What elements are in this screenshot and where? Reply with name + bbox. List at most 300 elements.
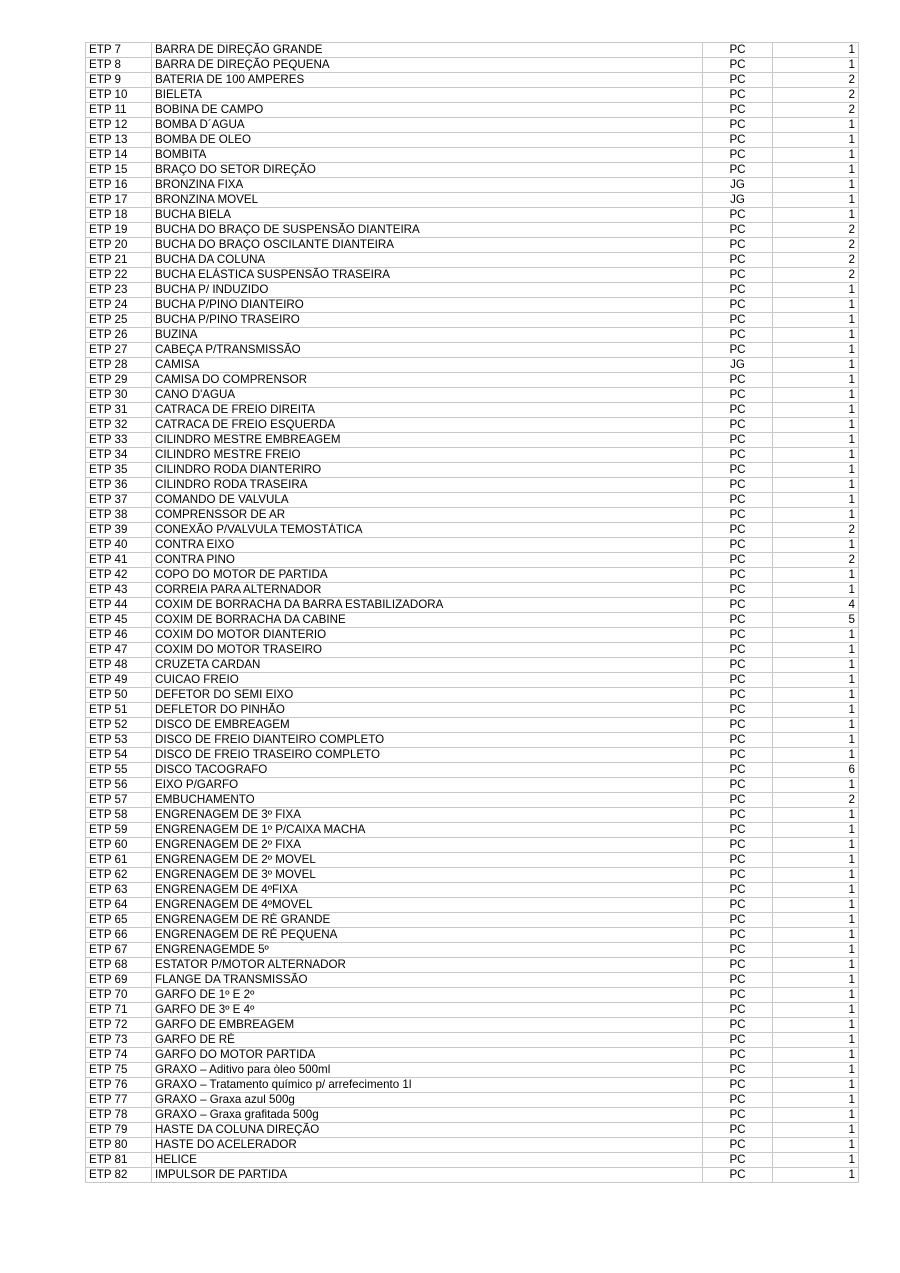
item-unit-cell: PC	[703, 478, 773, 493]
item-description-cell: BUCHA ELÁSTICA SUSPENSÃO TRASEIRA	[152, 268, 703, 283]
item-code-cell: ETP 60	[86, 838, 152, 853]
table-row	[86, 823, 859, 838]
table-row	[86, 463, 859, 478]
item-description-cell: BUCHA DA COLUNA	[152, 253, 703, 268]
parts-table	[85, 42, 859, 1183]
item-description-cell: BUZINA	[152, 328, 703, 343]
item-quantity-cell: 1	[773, 628, 859, 643]
item-quantity-cell: 1	[773, 1123, 859, 1138]
item-unit-cell: PC	[703, 958, 773, 973]
item-description-cell: ENGRENAGEM DE 4ºMOVEL	[152, 898, 703, 913]
item-code-cell: ETP 12	[86, 118, 152, 133]
item-quantity-cell: 1	[773, 163, 859, 178]
item-unit-cell: PC	[703, 598, 773, 613]
table-row	[86, 478, 859, 493]
item-description-cell: HELICE	[152, 1153, 703, 1168]
item-quantity-cell: 1	[773, 1048, 859, 1063]
item-code-cell: ETP 71	[86, 1003, 152, 1018]
item-description-cell: GARFO DE RÉ	[152, 1033, 703, 1048]
item-description-cell: ENGRENAGEM DE 2º FIXA	[152, 838, 703, 853]
table-row	[86, 598, 859, 613]
item-code-cell: ETP 74	[86, 1048, 152, 1063]
item-code-cell: ETP 56	[86, 778, 152, 793]
item-unit-cell: PC	[703, 313, 773, 328]
table-row	[86, 1168, 859, 1183]
item-quantity-cell: 2	[773, 73, 859, 88]
item-quantity-cell: 1	[773, 208, 859, 223]
table-row	[86, 673, 859, 688]
item-quantity-cell: 1	[773, 418, 859, 433]
item-description-cell: CONTRA PINO	[152, 553, 703, 568]
item-description-cell: GRAXO – Aditivo para òleo 500ml	[152, 1063, 703, 1078]
table-row	[86, 958, 859, 973]
item-code-cell: ETP 36	[86, 478, 152, 493]
item-quantity-cell: 1	[773, 463, 859, 478]
item-quantity-cell: 1	[773, 703, 859, 718]
item-description-cell: CAMISA	[152, 358, 703, 373]
item-description-cell: COXIM DE BORRACHA DA BARRA ESTABILIZADORA	[152, 598, 703, 613]
item-code-cell: ETP 65	[86, 913, 152, 928]
item-description-cell: BRONZINA FIXA	[152, 178, 703, 193]
item-unit-cell: PC	[703, 73, 773, 88]
table-row	[86, 778, 859, 793]
item-code-cell: ETP 38	[86, 508, 152, 523]
table-row	[86, 283, 859, 298]
item-code-cell: ETP 23	[86, 283, 152, 298]
item-quantity-cell: 1	[773, 688, 859, 703]
table-row	[86, 73, 859, 88]
item-code-cell: ETP 15	[86, 163, 152, 178]
item-description-cell: COMANDO DE VALVULA	[152, 493, 703, 508]
item-unit-cell: PC	[703, 868, 773, 883]
item-unit-cell: PC	[703, 793, 773, 808]
item-unit-cell: PC	[703, 433, 773, 448]
item-description-cell: CILINDRO MESTRE FREIO	[152, 448, 703, 463]
item-code-cell: ETP 81	[86, 1153, 152, 1168]
item-unit-cell: PC	[703, 628, 773, 643]
item-code-cell: ETP 20	[86, 238, 152, 253]
table-row	[86, 148, 859, 163]
item-description-cell: GRAXO – Tratamento químico p/ arrefecimento 1l	[152, 1078, 703, 1093]
item-unit-cell: PC	[703, 328, 773, 343]
table-row	[86, 928, 859, 943]
item-code-cell: ETP 8	[86, 58, 152, 73]
item-quantity-cell: 1	[773, 988, 859, 1003]
item-unit-cell: PC	[703, 988, 773, 1003]
item-description-cell: BUCHA DO BRAÇO OSCILANTE DIANTEIRA	[152, 238, 703, 253]
item-description-cell: DEFETOR DO SEMI EIXO	[152, 688, 703, 703]
table-row	[86, 448, 859, 463]
item-code-cell: ETP 25	[86, 313, 152, 328]
table-row	[86, 613, 859, 628]
item-code-cell: ETP 34	[86, 448, 152, 463]
item-quantity-cell: 1	[773, 958, 859, 973]
item-code-cell: ETP 40	[86, 538, 152, 553]
table-row	[86, 1033, 859, 1048]
table-row	[86, 1018, 859, 1033]
item-code-cell: ETP 59	[86, 823, 152, 838]
item-code-cell: ETP 21	[86, 253, 152, 268]
item-quantity-cell: 1	[773, 733, 859, 748]
item-unit-cell: PC	[703, 778, 773, 793]
item-code-cell: ETP 46	[86, 628, 152, 643]
table-row	[86, 373, 859, 388]
item-unit-cell: PC	[703, 1138, 773, 1153]
item-unit-cell: PC	[703, 1108, 773, 1123]
table-row	[86, 718, 859, 733]
item-quantity-cell: 1	[773, 658, 859, 673]
item-description-cell: BOMBITA	[152, 148, 703, 163]
item-code-cell: ETP 44	[86, 598, 152, 613]
item-unit-cell: PC	[703, 703, 773, 718]
item-code-cell: ETP 32	[86, 418, 152, 433]
item-description-cell: BARRA DE DIREÇÃO GRANDE	[152, 43, 703, 58]
item-code-cell: ETP 55	[86, 763, 152, 778]
item-code-cell: ETP 75	[86, 1063, 152, 1078]
item-code-cell: ETP 67	[86, 943, 152, 958]
item-description-cell: COXIM DO MOTOR TRASEIRO	[152, 643, 703, 658]
item-description-cell: CILINDRO RODA DIANTERIRO	[152, 463, 703, 478]
item-description-cell: HASTE DA COLUNA DIREÇÃO	[152, 1123, 703, 1138]
item-description-cell: ENGRENAGEM DE 1º P/CAIXA MACHA	[152, 823, 703, 838]
item-unit-cell: PC	[703, 238, 773, 253]
item-quantity-cell: 2	[773, 238, 859, 253]
table-row	[86, 703, 859, 718]
table-row	[86, 328, 859, 343]
table-row	[86, 643, 859, 658]
item-unit-cell: PC	[703, 43, 773, 58]
item-unit-cell: PC	[703, 253, 773, 268]
item-description-cell: BIELETA	[152, 88, 703, 103]
table-row	[86, 898, 859, 913]
item-quantity-cell: 6	[773, 763, 859, 778]
item-code-cell: ETP 69	[86, 973, 152, 988]
item-quantity-cell: 1	[773, 973, 859, 988]
item-quantity-cell: 1	[773, 928, 859, 943]
table-row	[86, 433, 859, 448]
item-code-cell: ETP 54	[86, 748, 152, 763]
item-code-cell: ETP 70	[86, 988, 152, 1003]
item-description-cell: IMPULSOR DE PARTIDA	[152, 1168, 703, 1183]
item-description-cell: EMBUCHAMENTO	[152, 793, 703, 808]
item-code-cell: ETP 68	[86, 958, 152, 973]
item-description-cell: BOBINA DE CAMPO	[152, 103, 703, 118]
item-unit-cell: PC	[703, 643, 773, 658]
item-description-cell: BRONZINA MOVEL	[152, 193, 703, 208]
item-description-cell: DISCO DE FREIO DIANTEIRO COMPLETO	[152, 733, 703, 748]
item-code-cell: ETP 73	[86, 1033, 152, 1048]
table-row	[86, 523, 859, 538]
table-row	[86, 298, 859, 313]
item-unit-cell: PC	[703, 88, 773, 103]
table-row	[86, 403, 859, 418]
item-unit-cell: PC	[703, 1093, 773, 1108]
table-row	[86, 733, 859, 748]
item-code-cell: ETP 13	[86, 133, 152, 148]
item-unit-cell: PC	[703, 853, 773, 868]
item-unit-cell: PC	[703, 493, 773, 508]
table-row	[86, 388, 859, 403]
item-unit-cell: PC	[703, 733, 773, 748]
item-code-cell: ETP 39	[86, 523, 152, 538]
item-quantity-cell: 1	[773, 1138, 859, 1153]
item-description-cell: CONTRA EIXO	[152, 538, 703, 553]
table-row	[86, 493, 859, 508]
item-code-cell: ETP 31	[86, 403, 152, 418]
item-description-cell: CUICAO FREIO	[152, 673, 703, 688]
item-unit-cell: PC	[703, 298, 773, 313]
table-row	[86, 103, 859, 118]
item-description-cell: GARFO DE EMBREAGEM	[152, 1018, 703, 1033]
item-description-cell: ESTATOR P/MOTOR ALTERNADOR	[152, 958, 703, 973]
item-quantity-cell: 1	[773, 133, 859, 148]
item-quantity-cell: 1	[773, 943, 859, 958]
item-unit-cell: PC	[703, 883, 773, 898]
item-quantity-cell: 1	[773, 838, 859, 853]
item-description-cell: BUCHA P/PINO DIANTEIRO	[152, 298, 703, 313]
item-quantity-cell: 1	[773, 1063, 859, 1078]
table-row	[86, 838, 859, 853]
item-description-cell: ENGRENAGEM DE 4ºFIXA	[152, 883, 703, 898]
item-description-cell: CORREIA PARA ALTERNADOR	[152, 583, 703, 598]
item-quantity-cell: 5	[773, 613, 859, 628]
item-quantity-cell: 1	[773, 478, 859, 493]
item-description-cell: EIXO P/GARFO	[152, 778, 703, 793]
item-description-cell: ENGRENAGEM DE RÉ GRANDE	[152, 913, 703, 928]
item-unit-cell: PC	[703, 583, 773, 598]
table-row	[86, 343, 859, 358]
item-unit-cell: PC	[703, 373, 773, 388]
item-unit-cell: PC	[703, 223, 773, 238]
item-description-cell: CATRACA DE FREIO DIREITA	[152, 403, 703, 418]
table-row	[86, 1063, 859, 1078]
item-description-cell: CRUZETA CARDAN	[152, 658, 703, 673]
item-description-cell: CILINDRO RODA TRASEIRA	[152, 478, 703, 493]
item-code-cell: ETP 29	[86, 373, 152, 388]
item-quantity-cell: 1	[773, 673, 859, 688]
table-row	[86, 43, 859, 58]
item-code-cell: ETP 7	[86, 43, 152, 58]
item-unit-cell: PC	[703, 118, 773, 133]
item-quantity-cell: 1	[773, 1018, 859, 1033]
item-unit-cell: PC	[703, 1153, 773, 1168]
item-code-cell: ETP 64	[86, 898, 152, 913]
table-row	[86, 658, 859, 673]
table-row	[86, 748, 859, 763]
item-quantity-cell: 1	[773, 808, 859, 823]
item-quantity-cell: 1	[773, 493, 859, 508]
item-description-cell: DISCO TACOGRAFO	[152, 763, 703, 778]
item-quantity-cell: 2	[773, 103, 859, 118]
item-unit-cell: PC	[703, 343, 773, 358]
table-row	[86, 58, 859, 73]
item-code-cell: ETP 79	[86, 1123, 152, 1138]
item-quantity-cell: 2	[773, 223, 859, 238]
item-quantity-cell: 1	[773, 118, 859, 133]
item-description-cell: COXIM DE BORRACHA DA CABINE	[152, 613, 703, 628]
item-unit-cell: PC	[703, 1123, 773, 1138]
table-row	[86, 88, 859, 103]
item-description-cell: COPO DO MOTOR DE PARTIDA	[152, 568, 703, 583]
item-description-cell: BUCHA DO BRAÇO DE SUSPENSÃO DIANTEIRA	[152, 223, 703, 238]
item-quantity-cell: 1	[773, 358, 859, 373]
table-row	[86, 883, 859, 898]
item-quantity-cell: 2	[773, 523, 859, 538]
item-code-cell: ETP 35	[86, 463, 152, 478]
table-row	[86, 808, 859, 823]
item-unit-cell: PC	[703, 1048, 773, 1063]
item-quantity-cell: 1	[773, 1003, 859, 1018]
item-description-cell: GARFO DE 1º E 2º	[152, 988, 703, 1003]
item-code-cell: ETP 10	[86, 88, 152, 103]
item-quantity-cell: 2	[773, 553, 859, 568]
table-row	[86, 1153, 859, 1168]
table-row	[86, 193, 859, 208]
item-quantity-cell: 1	[773, 1108, 859, 1123]
item-quantity-cell: 1	[773, 298, 859, 313]
item-unit-cell: PC	[703, 1168, 773, 1183]
item-unit-cell: PC	[703, 748, 773, 763]
item-unit-cell: PC	[703, 568, 773, 583]
item-quantity-cell: 1	[773, 43, 859, 58]
item-description-cell: CONEXÃO P/VALVULA TEMOSTÁTICA	[152, 523, 703, 538]
item-unit-cell: PC	[703, 1018, 773, 1033]
item-unit-cell: PC	[703, 283, 773, 298]
item-unit-cell: PC	[703, 1078, 773, 1093]
item-description-cell: BOMBA D´AGUA	[152, 118, 703, 133]
item-description-cell: DISCO DE FREIO TRASEIRO COMPLETO	[152, 748, 703, 763]
item-code-cell: ETP 24	[86, 298, 152, 313]
item-description-cell: GARFO DO MOTOR PARTIDA	[152, 1048, 703, 1063]
item-quantity-cell: 1	[773, 313, 859, 328]
item-quantity-cell: 1	[773, 868, 859, 883]
item-code-cell: ETP 17	[86, 193, 152, 208]
item-code-cell: ETP 58	[86, 808, 152, 823]
item-unit-cell: PC	[703, 163, 773, 178]
item-unit-cell: PC	[703, 208, 773, 223]
item-quantity-cell: 2	[773, 253, 859, 268]
table-row	[86, 853, 859, 868]
item-quantity-cell: 1	[773, 778, 859, 793]
item-description-cell: FLANGE DA TRANSMISSÃO	[152, 973, 703, 988]
item-code-cell: ETP 16	[86, 178, 152, 193]
item-code-cell: ETP 37	[86, 493, 152, 508]
item-unit-cell: PC	[703, 928, 773, 943]
table-row	[86, 943, 859, 958]
table-row	[86, 1123, 859, 1138]
item-description-cell: ENGRENAGEM DE 2º MOVEL	[152, 853, 703, 868]
item-unit-cell: PC	[703, 1003, 773, 1018]
item-code-cell: ETP 22	[86, 268, 152, 283]
item-unit-cell: JG	[703, 358, 773, 373]
item-code-cell: ETP 18	[86, 208, 152, 223]
item-quantity-cell: 1	[773, 643, 859, 658]
item-description-cell: GRAXO – Graxa azul 500g	[152, 1093, 703, 1108]
table-row	[86, 913, 859, 928]
item-unit-cell: PC	[703, 268, 773, 283]
item-quantity-cell: 4	[773, 598, 859, 613]
table-row	[86, 988, 859, 1003]
item-quantity-cell: 1	[773, 433, 859, 448]
item-unit-cell: PC	[703, 1063, 773, 1078]
item-code-cell: ETP 9	[86, 73, 152, 88]
item-description-cell: ENGRENAGEM DE 3º MOVEL	[152, 868, 703, 883]
table-row	[86, 1108, 859, 1123]
item-unit-cell: PC	[703, 838, 773, 853]
item-unit-cell: PC	[703, 448, 773, 463]
item-code-cell: ETP 33	[86, 433, 152, 448]
item-code-cell: ETP 11	[86, 103, 152, 118]
item-unit-cell: PC	[703, 418, 773, 433]
item-description-cell: COMPRENSSOR DE AR	[152, 508, 703, 523]
item-description-cell: DEFLETOR DO PINHÃO	[152, 703, 703, 718]
item-quantity-cell: 1	[773, 568, 859, 583]
item-unit-cell: PC	[703, 103, 773, 118]
table-row	[86, 568, 859, 583]
item-description-cell: BUCHA P/PINO TRASEIRO	[152, 313, 703, 328]
item-quantity-cell: 1	[773, 328, 859, 343]
item-quantity-cell: 1	[773, 583, 859, 598]
item-quantity-cell: 1	[773, 343, 859, 358]
item-code-cell: ETP 41	[86, 553, 152, 568]
item-code-cell: ETP 27	[86, 343, 152, 358]
item-code-cell: ETP 30	[86, 388, 152, 403]
item-quantity-cell: 1	[773, 823, 859, 838]
item-quantity-cell: 1	[773, 1033, 859, 1048]
item-quantity-cell: 1	[773, 1153, 859, 1168]
item-description-cell: CABEÇA P/TRANSMISSÃO	[152, 343, 703, 358]
item-code-cell: ETP 77	[86, 1093, 152, 1108]
item-code-cell: ETP 57	[86, 793, 152, 808]
item-unit-cell: PC	[703, 823, 773, 838]
table-row	[86, 313, 859, 328]
item-description-cell: BATERIA DE 100 AMPERES	[152, 73, 703, 88]
item-quantity-cell: 1	[773, 178, 859, 193]
table-row	[86, 178, 859, 193]
item-code-cell: ETP 51	[86, 703, 152, 718]
item-code-cell: ETP 50	[86, 688, 152, 703]
item-code-cell: ETP 78	[86, 1108, 152, 1123]
item-description-cell: ENGRENAGEM DE 3º FIXA	[152, 808, 703, 823]
table-row	[86, 688, 859, 703]
table-row	[86, 133, 859, 148]
item-quantity-cell: 1	[773, 193, 859, 208]
item-code-cell: ETP 26	[86, 328, 152, 343]
item-quantity-cell: 1	[773, 388, 859, 403]
table-row	[86, 223, 859, 238]
item-code-cell: ETP 53	[86, 733, 152, 748]
item-code-cell: ETP 42	[86, 568, 152, 583]
table-row	[86, 763, 859, 778]
item-description-cell: BOMBA DE OLEO	[152, 133, 703, 148]
item-unit-cell: PC	[703, 973, 773, 988]
item-quantity-cell: 1	[773, 898, 859, 913]
item-quantity-cell: 1	[773, 1168, 859, 1183]
item-code-cell: ETP 19	[86, 223, 152, 238]
item-unit-cell: PC	[703, 688, 773, 703]
item-unit-cell: PC	[703, 463, 773, 478]
table-row	[86, 508, 859, 523]
table-row	[86, 973, 859, 988]
item-unit-cell: PC	[703, 133, 773, 148]
item-code-cell: ETP 62	[86, 868, 152, 883]
item-code-cell: ETP 61	[86, 853, 152, 868]
item-unit-cell: PC	[703, 148, 773, 163]
item-description-cell: CANO D'AGUA	[152, 388, 703, 403]
item-description-cell: CILINDRO MESTRE EMBREAGEM	[152, 433, 703, 448]
item-unit-cell: PC	[703, 403, 773, 418]
table-row	[86, 118, 859, 133]
